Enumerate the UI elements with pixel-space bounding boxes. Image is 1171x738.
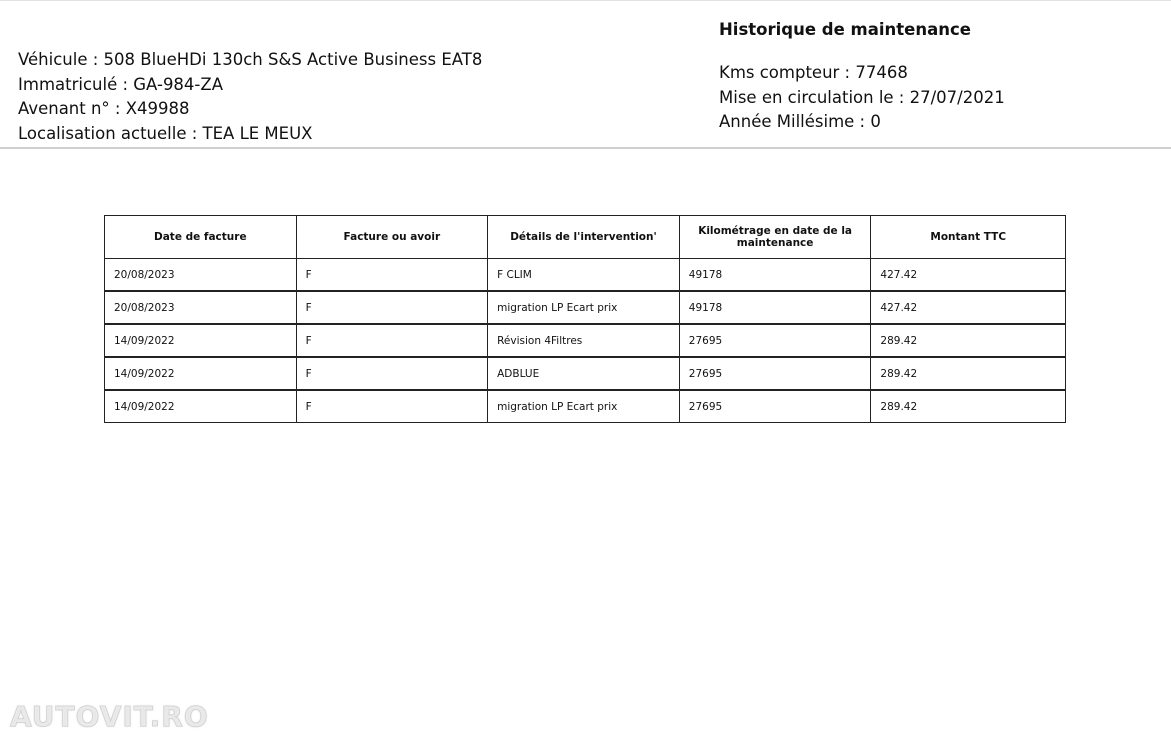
report-title: Historique de maintenance	[719, 20, 971, 39]
cell-km: 49178	[680, 291, 872, 324]
cell-type: F	[297, 259, 489, 291]
cell-date: 14/09/2022	[105, 324, 297, 357]
table-row	[105, 259, 1065, 291]
cell-details: migration LP Ecart prix	[488, 390, 680, 422]
vehicle-model: Véhicule : 508 BlueHDi 130ch S&S Active Business EAT8	[18, 50, 483, 69]
vehicle-location: Localisation actuelle : TEA LE MEUX	[18, 123, 313, 143]
cell-details: F CLIM	[488, 259, 680, 291]
meter-info	[719, 61, 1005, 135]
header-invoice-date: Date de facture	[105, 216, 297, 259]
cell-date: 14/09/2022	[105, 357, 297, 390]
registration-date: Mise en circulation le : 27/07/2021	[719, 87, 1005, 107]
cell-type: F	[297, 357, 489, 390]
cell-km: 27695	[680, 357, 872, 390]
cell-details: migration LP Ecart prix	[488, 291, 680, 324]
cell-km: 49178	[680, 259, 872, 291]
header-amount: Montant TTC	[871, 216, 1065, 259]
cell-amount: 427.42	[871, 291, 1065, 324]
header-invoice-type: Facture ou avoir	[297, 216, 489, 259]
cell-km: 27695	[680, 390, 872, 422]
table-row	[105, 291, 1065, 324]
cell-amount: 289.42	[871, 357, 1065, 390]
cell-details: ADBLUE	[488, 357, 680, 390]
maintenance-table	[104, 215, 1066, 423]
cell-amount: 289.42	[871, 324, 1065, 357]
header-mileage: Kilométrage en date de la maintenance	[680, 216, 872, 259]
vehicle-registration: Immatriculé : GA-984-ZA	[18, 74, 223, 94]
header-divider	[0, 147, 1171, 149]
model-year: Année Millésime : 0	[719, 112, 881, 131]
cell-type: F	[297, 291, 489, 324]
vehicle-info	[18, 48, 482, 146]
cell-details: Révision 4Filtres	[488, 324, 680, 357]
cell-amount: 289.42	[871, 390, 1065, 422]
cell-date: 14/09/2022	[105, 390, 297, 422]
table-row	[105, 357, 1065, 390]
cell-km: 27695	[680, 324, 872, 357]
vehicle-amendment: Avenant n° : X49988	[18, 99, 190, 118]
odometer: Kms compteur : 77468	[719, 63, 908, 82]
cell-type: F	[297, 390, 489, 422]
top-rule	[0, 0, 1171, 1]
cell-type: F	[297, 324, 489, 357]
cell-date: 20/08/2023	[105, 291, 297, 324]
table-row	[105, 390, 1065, 422]
cell-amount: 427.42	[871, 259, 1065, 291]
table-header-row	[105, 216, 1065, 259]
table-row	[105, 324, 1065, 357]
watermark-logo: AUTOVIT.RO	[10, 700, 209, 733]
header-intervention-details: Détails de l'intervention'	[488, 216, 680, 259]
cell-date: 20/08/2023	[105, 259, 297, 291]
